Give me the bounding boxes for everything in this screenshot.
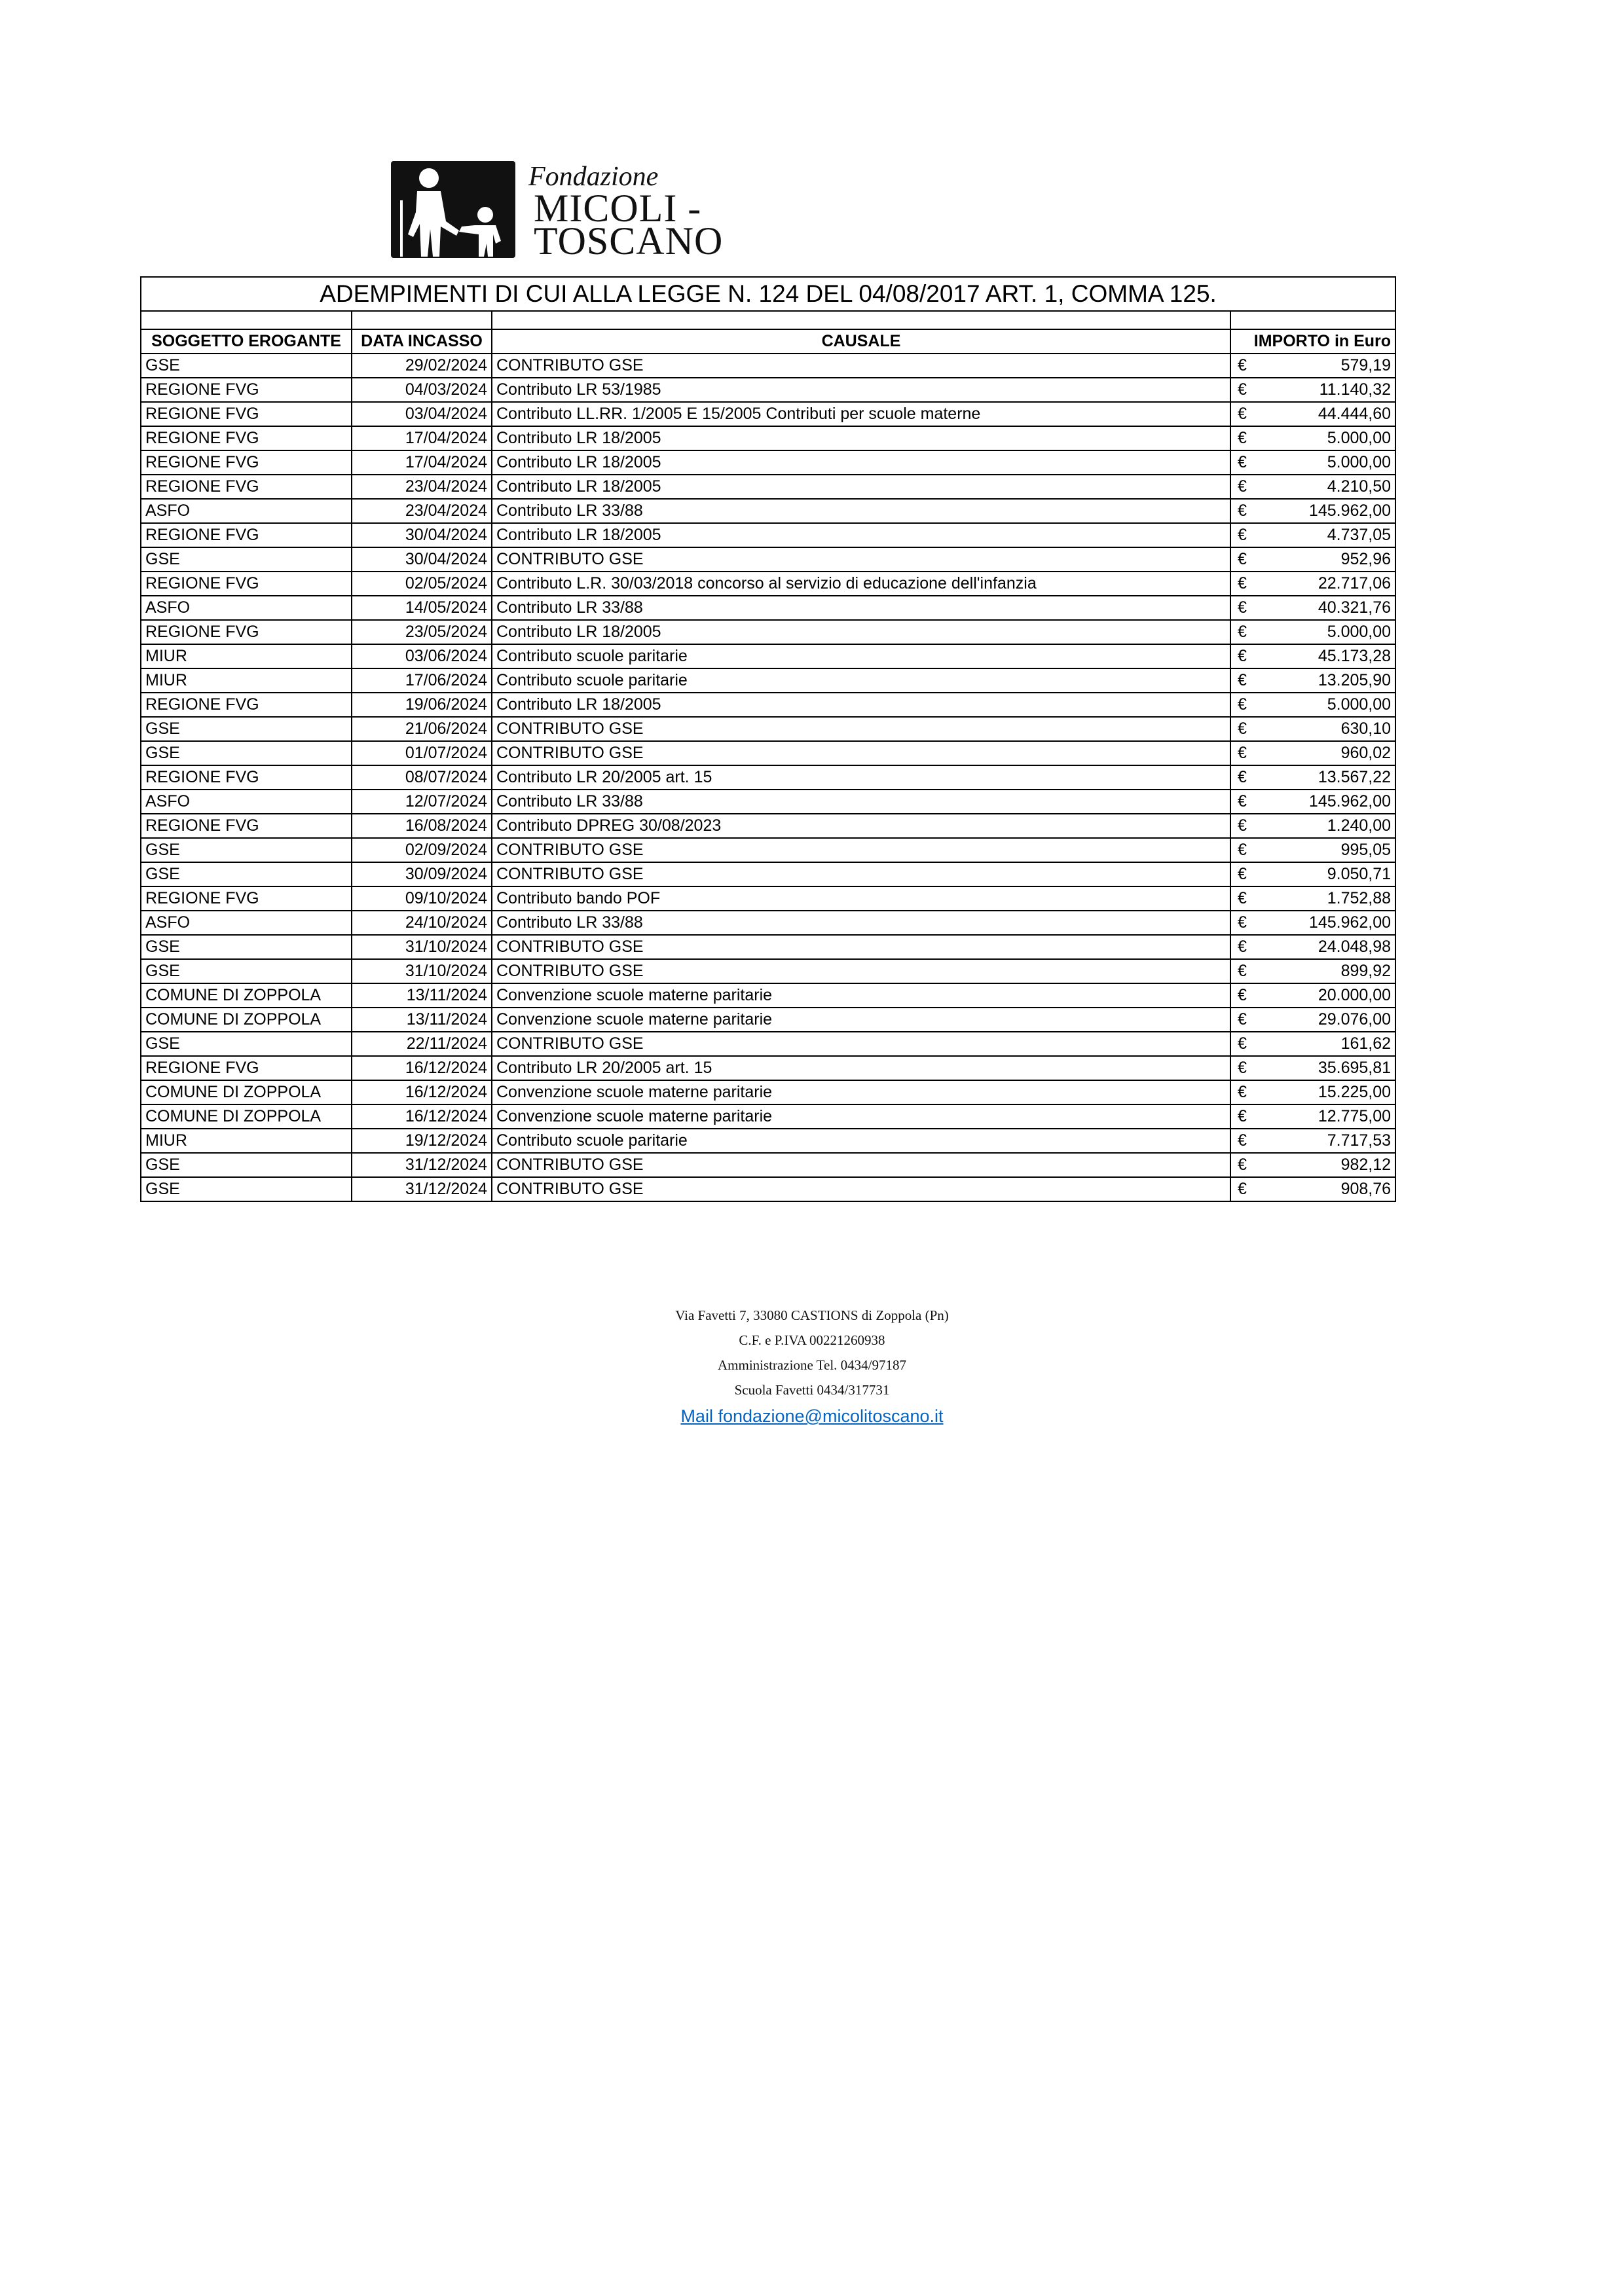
table-row bbox=[141, 499, 1395, 523]
header-soggetto-erogante: SOGGETTO EROGANTE bbox=[141, 329, 352, 354]
table-row bbox=[141, 668, 1395, 693]
cell-soggetto: GSE bbox=[141, 354, 352, 378]
currency-symbol: € bbox=[1238, 841, 1247, 859]
cell-importo bbox=[1230, 378, 1395, 402]
cell-data: 30/09/2024 bbox=[352, 862, 492, 886]
cell-importo bbox=[1230, 499, 1395, 523]
cell-causale: CONTRIBUTO GSE bbox=[492, 959, 1230, 983]
cell-causale: Contributo LR 18/2005 bbox=[492, 475, 1230, 499]
currency-symbol: € bbox=[1238, 1180, 1247, 1198]
amount-value: 35.695,81 bbox=[1318, 1059, 1392, 1077]
table-row bbox=[141, 765, 1395, 790]
cell-importo bbox=[1230, 1153, 1395, 1177]
table-row bbox=[141, 693, 1395, 717]
cell-soggetto: REGIONE FVG bbox=[141, 402, 352, 426]
cell-soggetto: COMUNE DI ZOPPOLA bbox=[141, 1008, 352, 1032]
table-row bbox=[141, 983, 1395, 1008]
cell-importo bbox=[1230, 911, 1395, 935]
footer-mail-link[interactable]: Mail fondazione@micolitoscano.it bbox=[680, 1406, 944, 1426]
cell-soggetto: GSE bbox=[141, 547, 352, 572]
cell-data: 17/04/2024 bbox=[352, 426, 492, 450]
currency-symbol: € bbox=[1238, 356, 1247, 374]
cell-causale: CONTRIBUTO GSE bbox=[492, 1032, 1230, 1056]
cell-causale: Contributo LR 20/2005 art. 15 bbox=[492, 765, 1230, 790]
cell-soggetto: GSE bbox=[141, 862, 352, 886]
currency-symbol: € bbox=[1238, 380, 1247, 399]
cell-causale: Contributo LR 33/88 bbox=[492, 790, 1230, 814]
cell-soggetto: GSE bbox=[141, 935, 352, 959]
amount-value: 4.210,50 bbox=[1327, 477, 1392, 496]
footer-admin-phone: Amministrazione Tel. 0434/97187 bbox=[717, 1357, 907, 1373]
cell-data: 17/06/2024 bbox=[352, 668, 492, 693]
cell-soggetto: REGIONE FVG bbox=[141, 620, 352, 644]
currency-symbol: € bbox=[1238, 768, 1247, 786]
cell-soggetto: GSE bbox=[141, 838, 352, 862]
amount-value: 630,10 bbox=[1340, 720, 1392, 738]
table-row bbox=[141, 426, 1395, 450]
spacer-row bbox=[141, 311, 1395, 329]
cell-causale: CONTRIBUTO GSE bbox=[492, 1153, 1230, 1177]
cell-causale: Contributo DPREG 30/08/2023 bbox=[492, 814, 1230, 838]
cell-causale: Contributo LR 33/88 bbox=[492, 596, 1230, 620]
cell-soggetto: ASFO bbox=[141, 790, 352, 814]
table-row bbox=[141, 402, 1395, 426]
amount-value: 29.076,00 bbox=[1318, 1010, 1392, 1029]
currency-symbol: € bbox=[1238, 1034, 1247, 1053]
currency-symbol: € bbox=[1238, 1156, 1247, 1174]
currency-symbol: € bbox=[1238, 1107, 1247, 1125]
amount-value: 5.000,00 bbox=[1327, 453, 1392, 471]
cell-data: 16/08/2024 bbox=[352, 814, 492, 838]
header-data-incasso: DATA INCASSO bbox=[352, 329, 492, 354]
table-row bbox=[141, 886, 1395, 911]
table-row bbox=[141, 450, 1395, 475]
currency-symbol: € bbox=[1238, 865, 1247, 883]
amount-value: 5.000,00 bbox=[1327, 429, 1392, 447]
cell-data: 29/02/2024 bbox=[352, 354, 492, 378]
table-row bbox=[141, 596, 1395, 620]
cell-data: 04/03/2024 bbox=[352, 378, 492, 402]
cell-soggetto: COMUNE DI ZOPPOLA bbox=[141, 983, 352, 1008]
currency-symbol: € bbox=[1238, 477, 1247, 496]
cell-data: 31/10/2024 bbox=[352, 959, 492, 983]
cell-importo bbox=[1230, 668, 1395, 693]
table-row bbox=[141, 572, 1395, 596]
cell-data: 01/07/2024 bbox=[352, 741, 492, 765]
table-row bbox=[141, 1177, 1395, 1201]
amount-value: 161,62 bbox=[1340, 1034, 1392, 1053]
cell-causale: Convenzione scuole materne paritarie bbox=[492, 1008, 1230, 1032]
adult-and-child-silhouette-icon bbox=[391, 161, 522, 259]
amount-value: 1.752,88 bbox=[1327, 889, 1392, 907]
cell-data: 31/10/2024 bbox=[352, 935, 492, 959]
cell-data: 21/06/2024 bbox=[352, 717, 492, 741]
currency-symbol: € bbox=[1238, 1131, 1247, 1150]
cell-causale: CONTRIBUTO GSE bbox=[492, 354, 1230, 378]
cell-importo bbox=[1230, 644, 1395, 668]
cell-data: 13/11/2024 bbox=[352, 983, 492, 1008]
cell-causale: CONTRIBUTO GSE bbox=[492, 862, 1230, 886]
table-row bbox=[141, 862, 1395, 886]
currency-symbol: € bbox=[1238, 671, 1247, 689]
table-row bbox=[141, 644, 1395, 668]
cell-causale: CONTRIBUTO GSE bbox=[492, 547, 1230, 572]
cell-soggetto: REGIONE FVG bbox=[141, 426, 352, 450]
header-importo: IMPORTO in Euro bbox=[1230, 329, 1395, 354]
currency-symbol: € bbox=[1238, 647, 1247, 665]
currency-symbol: € bbox=[1238, 574, 1247, 592]
currency-symbol: € bbox=[1238, 792, 1247, 811]
cell-data: 19/12/2024 bbox=[352, 1129, 492, 1153]
empty-cell bbox=[1230, 311, 1395, 329]
cell-importo bbox=[1230, 402, 1395, 426]
amount-value: 12.775,00 bbox=[1318, 1107, 1392, 1125]
cell-importo bbox=[1230, 693, 1395, 717]
cell-soggetto: GSE bbox=[141, 741, 352, 765]
cell-soggetto: REGIONE FVG bbox=[141, 814, 352, 838]
cell-importo bbox=[1230, 426, 1395, 450]
cell-importo bbox=[1230, 814, 1395, 838]
footer bbox=[0, 1303, 1624, 1429]
amount-value: 960,02 bbox=[1340, 744, 1392, 762]
cell-causale: Contributo LR 18/2005 bbox=[492, 426, 1230, 450]
table-header-row bbox=[141, 329, 1395, 354]
amount-value: 995,05 bbox=[1340, 841, 1392, 859]
table-row bbox=[141, 959, 1395, 983]
table-row bbox=[141, 523, 1395, 547]
amount-value: 5.000,00 bbox=[1327, 695, 1392, 714]
table-row bbox=[141, 475, 1395, 499]
amount-value: 9.050,71 bbox=[1327, 865, 1392, 883]
contributions-table bbox=[140, 276, 1396, 1202]
cell-soggetto: ASFO bbox=[141, 911, 352, 935]
cell-data: 16/12/2024 bbox=[352, 1104, 492, 1129]
amount-value: 11.140,32 bbox=[1319, 380, 1392, 399]
cell-causale: Convenzione scuole materne paritarie bbox=[492, 1080, 1230, 1104]
logo-fondazione-text: Fondazione bbox=[528, 162, 659, 192]
table-row bbox=[141, 1153, 1395, 1177]
cell-importo bbox=[1230, 741, 1395, 765]
cell-soggetto: MIUR bbox=[141, 644, 352, 668]
footer-school-phone: Scuola Favetti 0434/317731 bbox=[734, 1382, 890, 1398]
cell-soggetto: REGIONE FVG bbox=[141, 693, 352, 717]
table-title: ADEMPIMENTI DI CUI ALLA LEGGE N. 124 DEL 04/08/2017 ART. 1, COMMA 125. bbox=[141, 277, 1395, 311]
amount-value: 579,19 bbox=[1340, 356, 1392, 374]
amount-value: 44.444,60 bbox=[1318, 405, 1392, 423]
currency-symbol: € bbox=[1238, 526, 1247, 544]
amount-value: 899,92 bbox=[1340, 962, 1392, 980]
footer-vat: C.F. e P.IVA 00221260938 bbox=[739, 1332, 885, 1348]
cell-importo bbox=[1230, 1008, 1395, 1032]
cell-data: 16/12/2024 bbox=[352, 1080, 492, 1104]
currency-symbol: € bbox=[1238, 695, 1247, 714]
cell-causale: Contributo LL.RR. 1/2005 E 15/2005 Contributi per scuole materne bbox=[492, 402, 1230, 426]
cell-importo bbox=[1230, 790, 1395, 814]
empty-cell bbox=[492, 311, 1230, 329]
cell-causale: Contributo LR 33/88 bbox=[492, 499, 1230, 523]
cell-causale: Contributo LR 33/88 bbox=[492, 911, 1230, 935]
cell-data: 31/12/2024 bbox=[352, 1153, 492, 1177]
cell-data: 23/04/2024 bbox=[352, 475, 492, 499]
amount-value: 15.225,00 bbox=[1318, 1083, 1392, 1101]
cell-importo bbox=[1230, 450, 1395, 475]
cell-causale: Contributo bando POF bbox=[492, 886, 1230, 911]
cell-soggetto: GSE bbox=[141, 1177, 352, 1201]
footer-address: Via Favetti 7, 33080 CASTIONS di Zoppola (Pn) bbox=[675, 1307, 949, 1323]
cell-soggetto: MIUR bbox=[141, 1129, 352, 1153]
cell-data: 02/05/2024 bbox=[352, 572, 492, 596]
cell-importo bbox=[1230, 1177, 1395, 1201]
amount-value: 40.321,76 bbox=[1318, 598, 1392, 617]
table-row bbox=[141, 1008, 1395, 1032]
cell-causale: Contributo LR 18/2005 bbox=[492, 620, 1230, 644]
cell-importo bbox=[1230, 1080, 1395, 1104]
currency-symbol: € bbox=[1238, 501, 1247, 520]
logo-toscano-text: TOSCANO bbox=[534, 219, 724, 263]
cell-causale: Contributo LR 20/2005 art. 15 bbox=[492, 1056, 1230, 1080]
amount-value: 145.962,00 bbox=[1308, 913, 1392, 932]
cell-soggetto: MIUR bbox=[141, 668, 352, 693]
cell-data: 09/10/2024 bbox=[352, 886, 492, 911]
table-row bbox=[141, 741, 1395, 765]
currency-symbol: € bbox=[1238, 889, 1247, 907]
currency-symbol: € bbox=[1238, 938, 1247, 956]
cell-data: 23/05/2024 bbox=[352, 620, 492, 644]
amount-value: 1.240,00 bbox=[1327, 816, 1392, 835]
cell-importo bbox=[1230, 547, 1395, 572]
empty-cell bbox=[352, 311, 492, 329]
cell-causale: Contributo LR 18/2005 bbox=[492, 450, 1230, 475]
cell-importo bbox=[1230, 523, 1395, 547]
cell-causale: Contributo scuole paritarie bbox=[492, 644, 1230, 668]
amount-value: 145.962,00 bbox=[1308, 792, 1392, 811]
cell-data: 19/06/2024 bbox=[352, 693, 492, 717]
amount-value: 952,96 bbox=[1340, 550, 1392, 568]
cell-data: 31/12/2024 bbox=[352, 1177, 492, 1201]
table-title-row bbox=[141, 277, 1395, 311]
cell-causale: Contributo LR 53/1985 bbox=[492, 378, 1230, 402]
table-row bbox=[141, 838, 1395, 862]
cell-importo bbox=[1230, 1104, 1395, 1129]
cell-data: 24/10/2024 bbox=[352, 911, 492, 935]
cell-importo bbox=[1230, 1032, 1395, 1056]
cell-importo bbox=[1230, 354, 1395, 378]
cell-causale: Convenzione scuole materne paritarie bbox=[492, 1104, 1230, 1129]
amount-value: 13.205,90 bbox=[1318, 671, 1392, 689]
cell-importo bbox=[1230, 572, 1395, 596]
table-row bbox=[141, 814, 1395, 838]
table-row bbox=[141, 790, 1395, 814]
currency-symbol: € bbox=[1238, 962, 1247, 980]
cell-soggetto: COMUNE DI ZOPPOLA bbox=[141, 1080, 352, 1104]
amount-value: 13.567,22 bbox=[1318, 768, 1392, 786]
cell-soggetto: ASFO bbox=[141, 596, 352, 620]
amount-value: 20.000,00 bbox=[1318, 986, 1392, 1004]
table-row bbox=[141, 935, 1395, 959]
cell-importo bbox=[1230, 1129, 1395, 1153]
cell-causale: CONTRIBUTO GSE bbox=[492, 717, 1230, 741]
currency-symbol: € bbox=[1238, 429, 1247, 447]
amount-value: 908,76 bbox=[1340, 1180, 1392, 1198]
table-row bbox=[141, 1032, 1395, 1056]
currency-symbol: € bbox=[1238, 986, 1247, 1004]
amount-value: 982,12 bbox=[1340, 1156, 1392, 1174]
amount-value: 22.717,06 bbox=[1318, 574, 1392, 592]
currency-symbol: € bbox=[1238, 623, 1247, 641]
cell-soggetto: GSE bbox=[141, 959, 352, 983]
currency-symbol: € bbox=[1238, 913, 1247, 932]
cell-causale: Contributo LR 18/2005 bbox=[492, 523, 1230, 547]
cell-importo bbox=[1230, 620, 1395, 644]
table-row bbox=[141, 717, 1395, 741]
table-row bbox=[141, 1080, 1395, 1104]
cell-importo bbox=[1230, 838, 1395, 862]
cell-causale: CONTRIBUTO GSE bbox=[492, 935, 1230, 959]
table-row bbox=[141, 547, 1395, 572]
currency-symbol: € bbox=[1238, 720, 1247, 738]
table-row bbox=[141, 378, 1395, 402]
currency-symbol: € bbox=[1238, 1059, 1247, 1077]
cell-importo bbox=[1230, 717, 1395, 741]
cell-data: 30/04/2024 bbox=[352, 547, 492, 572]
table-row bbox=[141, 1129, 1395, 1153]
cell-importo bbox=[1230, 886, 1395, 911]
cell-data: 17/04/2024 bbox=[352, 450, 492, 475]
empty-cell bbox=[141, 311, 352, 329]
currency-symbol: € bbox=[1238, 598, 1247, 617]
cell-soggetto: REGIONE FVG bbox=[141, 378, 352, 402]
cell-importo bbox=[1230, 1056, 1395, 1080]
cell-soggetto: REGIONE FVG bbox=[141, 886, 352, 911]
cell-importo bbox=[1230, 935, 1395, 959]
cell-data: 03/04/2024 bbox=[352, 402, 492, 426]
cell-importo bbox=[1230, 983, 1395, 1008]
table-row bbox=[141, 1056, 1395, 1080]
cell-soggetto: GSE bbox=[141, 1153, 352, 1177]
cell-data: 08/07/2024 bbox=[352, 765, 492, 790]
amount-value: 145.962,00 bbox=[1308, 501, 1392, 520]
cell-data: 23/04/2024 bbox=[352, 499, 492, 523]
cell-soggetto: REGIONE FVG bbox=[141, 572, 352, 596]
cell-causale: Convenzione scuole materne paritarie bbox=[492, 983, 1230, 1008]
cell-soggetto: REGIONE FVG bbox=[141, 475, 352, 499]
foundation-logo bbox=[391, 161, 764, 263]
cell-importo bbox=[1230, 475, 1395, 499]
cell-soggetto: GSE bbox=[141, 717, 352, 741]
cell-soggetto: REGIONE FVG bbox=[141, 450, 352, 475]
cell-causale: Contributo scuole paritarie bbox=[492, 668, 1230, 693]
header-causale: CAUSALE bbox=[492, 329, 1230, 354]
table-row bbox=[141, 911, 1395, 935]
cell-importo bbox=[1230, 765, 1395, 790]
cell-soggetto: ASFO bbox=[141, 499, 352, 523]
cell-data: 16/12/2024 bbox=[352, 1056, 492, 1080]
cell-soggetto: REGIONE FVG bbox=[141, 523, 352, 547]
currency-symbol: € bbox=[1238, 1083, 1247, 1101]
cell-soggetto: COMUNE DI ZOPPOLA bbox=[141, 1104, 352, 1129]
cell-causale: Contributo L.R. 30/03/2018 concorso al servizio di educazione dell'infanzia bbox=[492, 572, 1230, 596]
amount-value: 4.737,05 bbox=[1327, 526, 1392, 544]
table-row bbox=[141, 1104, 1395, 1129]
currency-symbol: € bbox=[1238, 744, 1247, 762]
cell-soggetto: REGIONE FVG bbox=[141, 1056, 352, 1080]
cell-data: 14/05/2024 bbox=[352, 596, 492, 620]
cell-causale: CONTRIBUTO GSE bbox=[492, 838, 1230, 862]
cell-soggetto: GSE bbox=[141, 1032, 352, 1056]
cell-causale: Contributo LR 18/2005 bbox=[492, 693, 1230, 717]
cell-importo bbox=[1230, 959, 1395, 983]
cell-soggetto: REGIONE FVG bbox=[141, 765, 352, 790]
amount-value: 5.000,00 bbox=[1327, 623, 1392, 641]
currency-symbol: € bbox=[1238, 1010, 1247, 1029]
cell-data: 02/09/2024 bbox=[352, 838, 492, 862]
cell-data: 22/11/2024 bbox=[352, 1032, 492, 1056]
currency-symbol: € bbox=[1238, 816, 1247, 835]
table-row bbox=[141, 354, 1395, 378]
cell-causale: CONTRIBUTO GSE bbox=[492, 1177, 1230, 1201]
cell-importo bbox=[1230, 862, 1395, 886]
currency-symbol: € bbox=[1238, 550, 1247, 568]
currency-symbol: € bbox=[1238, 453, 1247, 471]
cell-data: 13/11/2024 bbox=[352, 1008, 492, 1032]
currency-symbol: € bbox=[1238, 405, 1247, 423]
cell-data: 03/06/2024 bbox=[352, 644, 492, 668]
cell-data: 30/04/2024 bbox=[352, 523, 492, 547]
table-row bbox=[141, 620, 1395, 644]
amount-value: 45.173,28 bbox=[1318, 647, 1392, 665]
cell-data: 12/07/2024 bbox=[352, 790, 492, 814]
cell-causale: Contributo scuole paritarie bbox=[492, 1129, 1230, 1153]
amount-value: 24.048,98 bbox=[1318, 938, 1392, 956]
cell-causale: CONTRIBUTO GSE bbox=[492, 741, 1230, 765]
amount-value: 7.717,53 bbox=[1327, 1131, 1392, 1150]
cell-importo bbox=[1230, 596, 1395, 620]
logo-micoli-text: MICOLI - bbox=[534, 187, 702, 230]
